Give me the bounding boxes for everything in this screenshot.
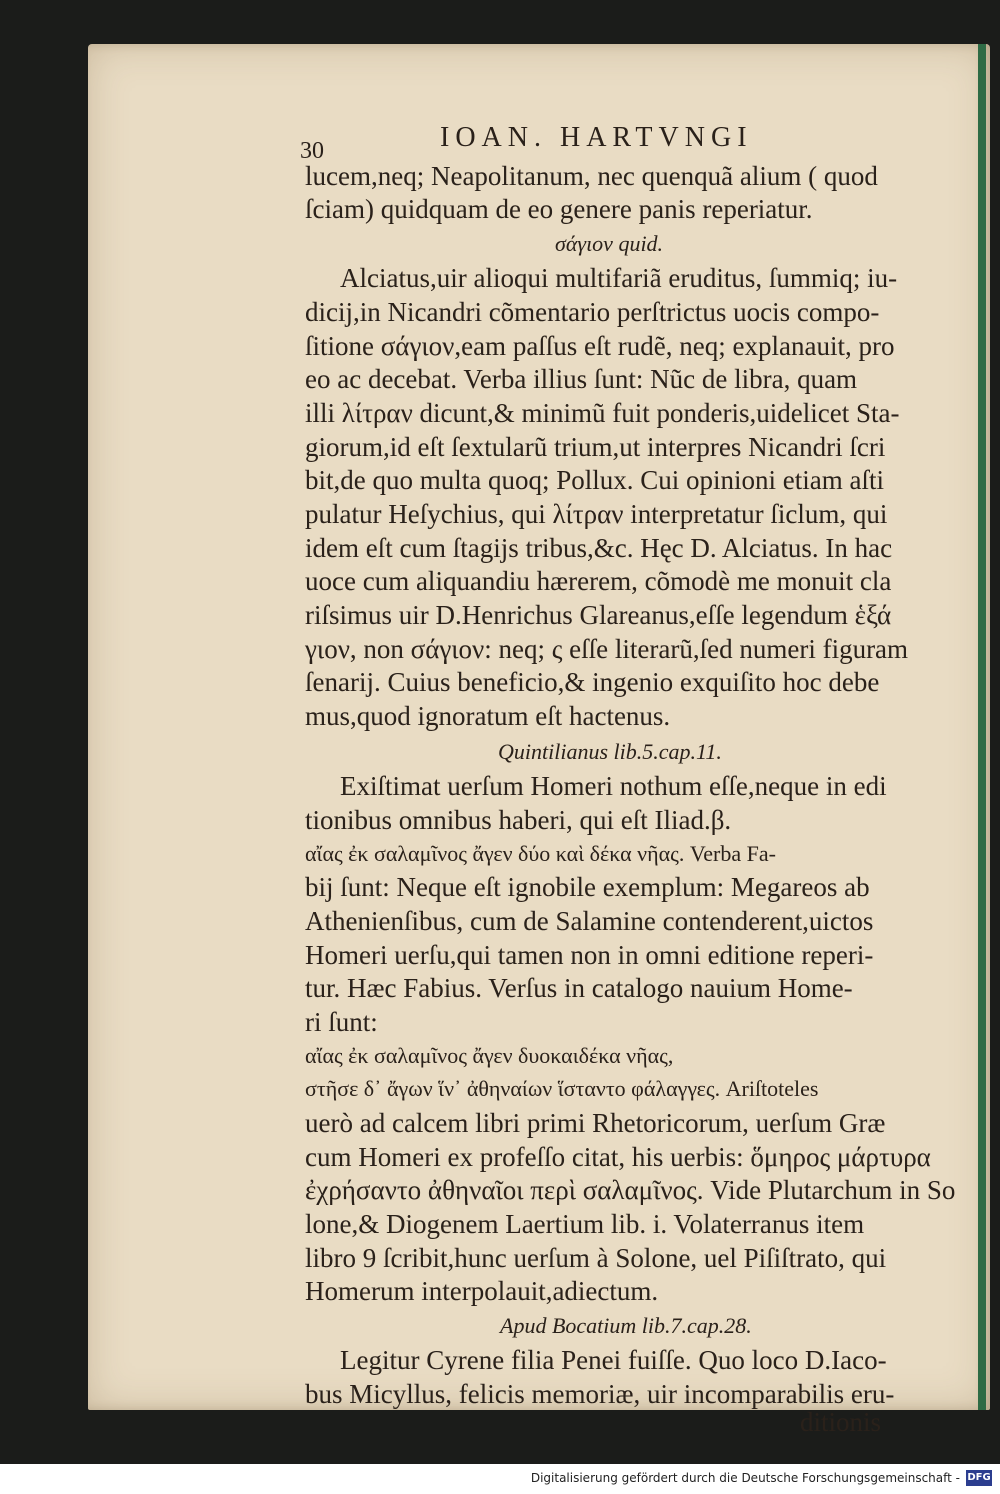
text-line: Homerum interpolauit,adiectum. [305, 1276, 659, 1306]
text-line: idem eſt cum ſtagijs tribus,&c. Hęc D. Alciatus. In hac [305, 533, 893, 563]
text-line: Homeri uerſu,qui tamen non in omni editione reperi- [305, 940, 874, 970]
text-line: mus,quod ignoratum eſt hactenus. [305, 701, 671, 731]
running-title: IOAN. HARTVNGI [440, 122, 753, 153]
catchword: ditionis [800, 1407, 882, 1437]
page-number: 30 [300, 138, 324, 164]
text-line: ſitione σάγιον,eam paſſus eſt rudẽ, neq; explanauit, pro [305, 331, 895, 361]
text-line: αἴας ἐκ σαλαμῖνος ἄγεν δύο καὶ δέκα νῆας. Verba Fa- [305, 841, 776, 866]
text-line: Legitur Cyrene filia Penei fuiſſe. Quo loco D.Iaco- [340, 1345, 887, 1375]
dfg-logo: DFG [966, 1470, 992, 1486]
text-line: Exiſtimat uerſum Homeri nothum eſſe,neque in edi [340, 771, 887, 801]
subheading: Quintilianus lib.5.cap.11. [498, 739, 722, 764]
text-line: ſenarij. Cuius beneficio,& ingenio exquiſito hoc debe [305, 667, 880, 697]
text-line: eo ac decebat. Verba illius ſunt: Nũc de libra, quam [305, 364, 858, 394]
text-line: στῆσε δ᾽ ἄγων ἵν᾽ ἀθηναίων ἵσταντο φάλαγγες. Ariſtoteles [305, 1076, 819, 1101]
text-line: lone,& Diogenem Laertium lib. i. Volaterranus item [305, 1209, 865, 1239]
text-line: Alciatus,uir alioqui multifariã eruditus, ſummiq; iu- [340, 263, 898, 293]
text-line: cum Homeri ex profeſſo citat, his uerbis: ὅμηρος μάρτυρα [305, 1142, 931, 1172]
text-line: ἐχρήσαντο ἀθηναῖοι περὶ σαλαμῖνος. Vide Plutarchum in So [305, 1175, 956, 1205]
text-line: αἴας ἐκ σαλαμῖνος ἄγεν δυοκαιδέκα νῆας, [305, 1043, 674, 1068]
text-line: tur. Hæc Fabius. Verſus in catalogo nauium Home- [305, 973, 853, 1003]
text-line: riſsimus uir D.Henrichus Glareanus,eſſe legendum ἑξά [305, 600, 892, 630]
text-line: bij ſunt: Neque eſt ignobile exemplum: Megareos ab [305, 872, 870, 902]
text-line: γιον, non σάγιον: neq; ς eſſe literarũ,ſed numeri figuram [305, 634, 909, 664]
subheading: Apud Bocatium lib.7.cap.28. [500, 1313, 752, 1338]
subheading: σάγιον quid. [555, 231, 664, 256]
text-line: ri ſunt: [305, 1007, 378, 1037]
text-line: uerò ad calcem libri primi Rhetoricorum, uerſum Græ [305, 1108, 886, 1138]
text-line: tionibus omnibus haberi, qui eſt Iliad.β. [305, 805, 732, 835]
footer-bar [0, 1464, 1000, 1494]
text-line: illi λίτραν dicunt,& minimũ fuit ponderis,uidelicet Sta- [305, 398, 900, 428]
text-line: dicij,in Nicandri cõmentario perſtrictus uocis compo- [305, 297, 880, 327]
text-line: uoce cum aliquandiu hærerem, cõmodè me monuit cla [305, 566, 892, 596]
funding-credit: Digitalisierung gefördert durch die Deutsche Forschungsgemeinschaft - [530, 1471, 960, 1485]
text-line: ſciam) quidquam de eo genere panis reperiatur. [305, 194, 813, 224]
text-line: pulatur Heſychius, qui λίτραν interpretatur ſiclum, qui [305, 499, 888, 529]
text-line: giorum,id eſt ſextularũ trium,ut interpres Nicandri ſcri [305, 432, 886, 462]
text-line: Athenienſibus, cum de Salamine contenderent,uictos [305, 906, 874, 936]
text-line: bit,de quo multa quoq; Pollux. Cui opinioni etiam aſti [305, 465, 884, 495]
text-line: libro 9 ſcribit,hunc uerſum à Solone, uel Piſiſtrato, qui [305, 1243, 887, 1273]
text-line: bus Micyllus, felicis memoriæ, uir incomparabilis eru- [305, 1379, 895, 1409]
text-line: lucem,neq; Neapolitanum, nec quenquã alium ( quod [305, 161, 878, 191]
